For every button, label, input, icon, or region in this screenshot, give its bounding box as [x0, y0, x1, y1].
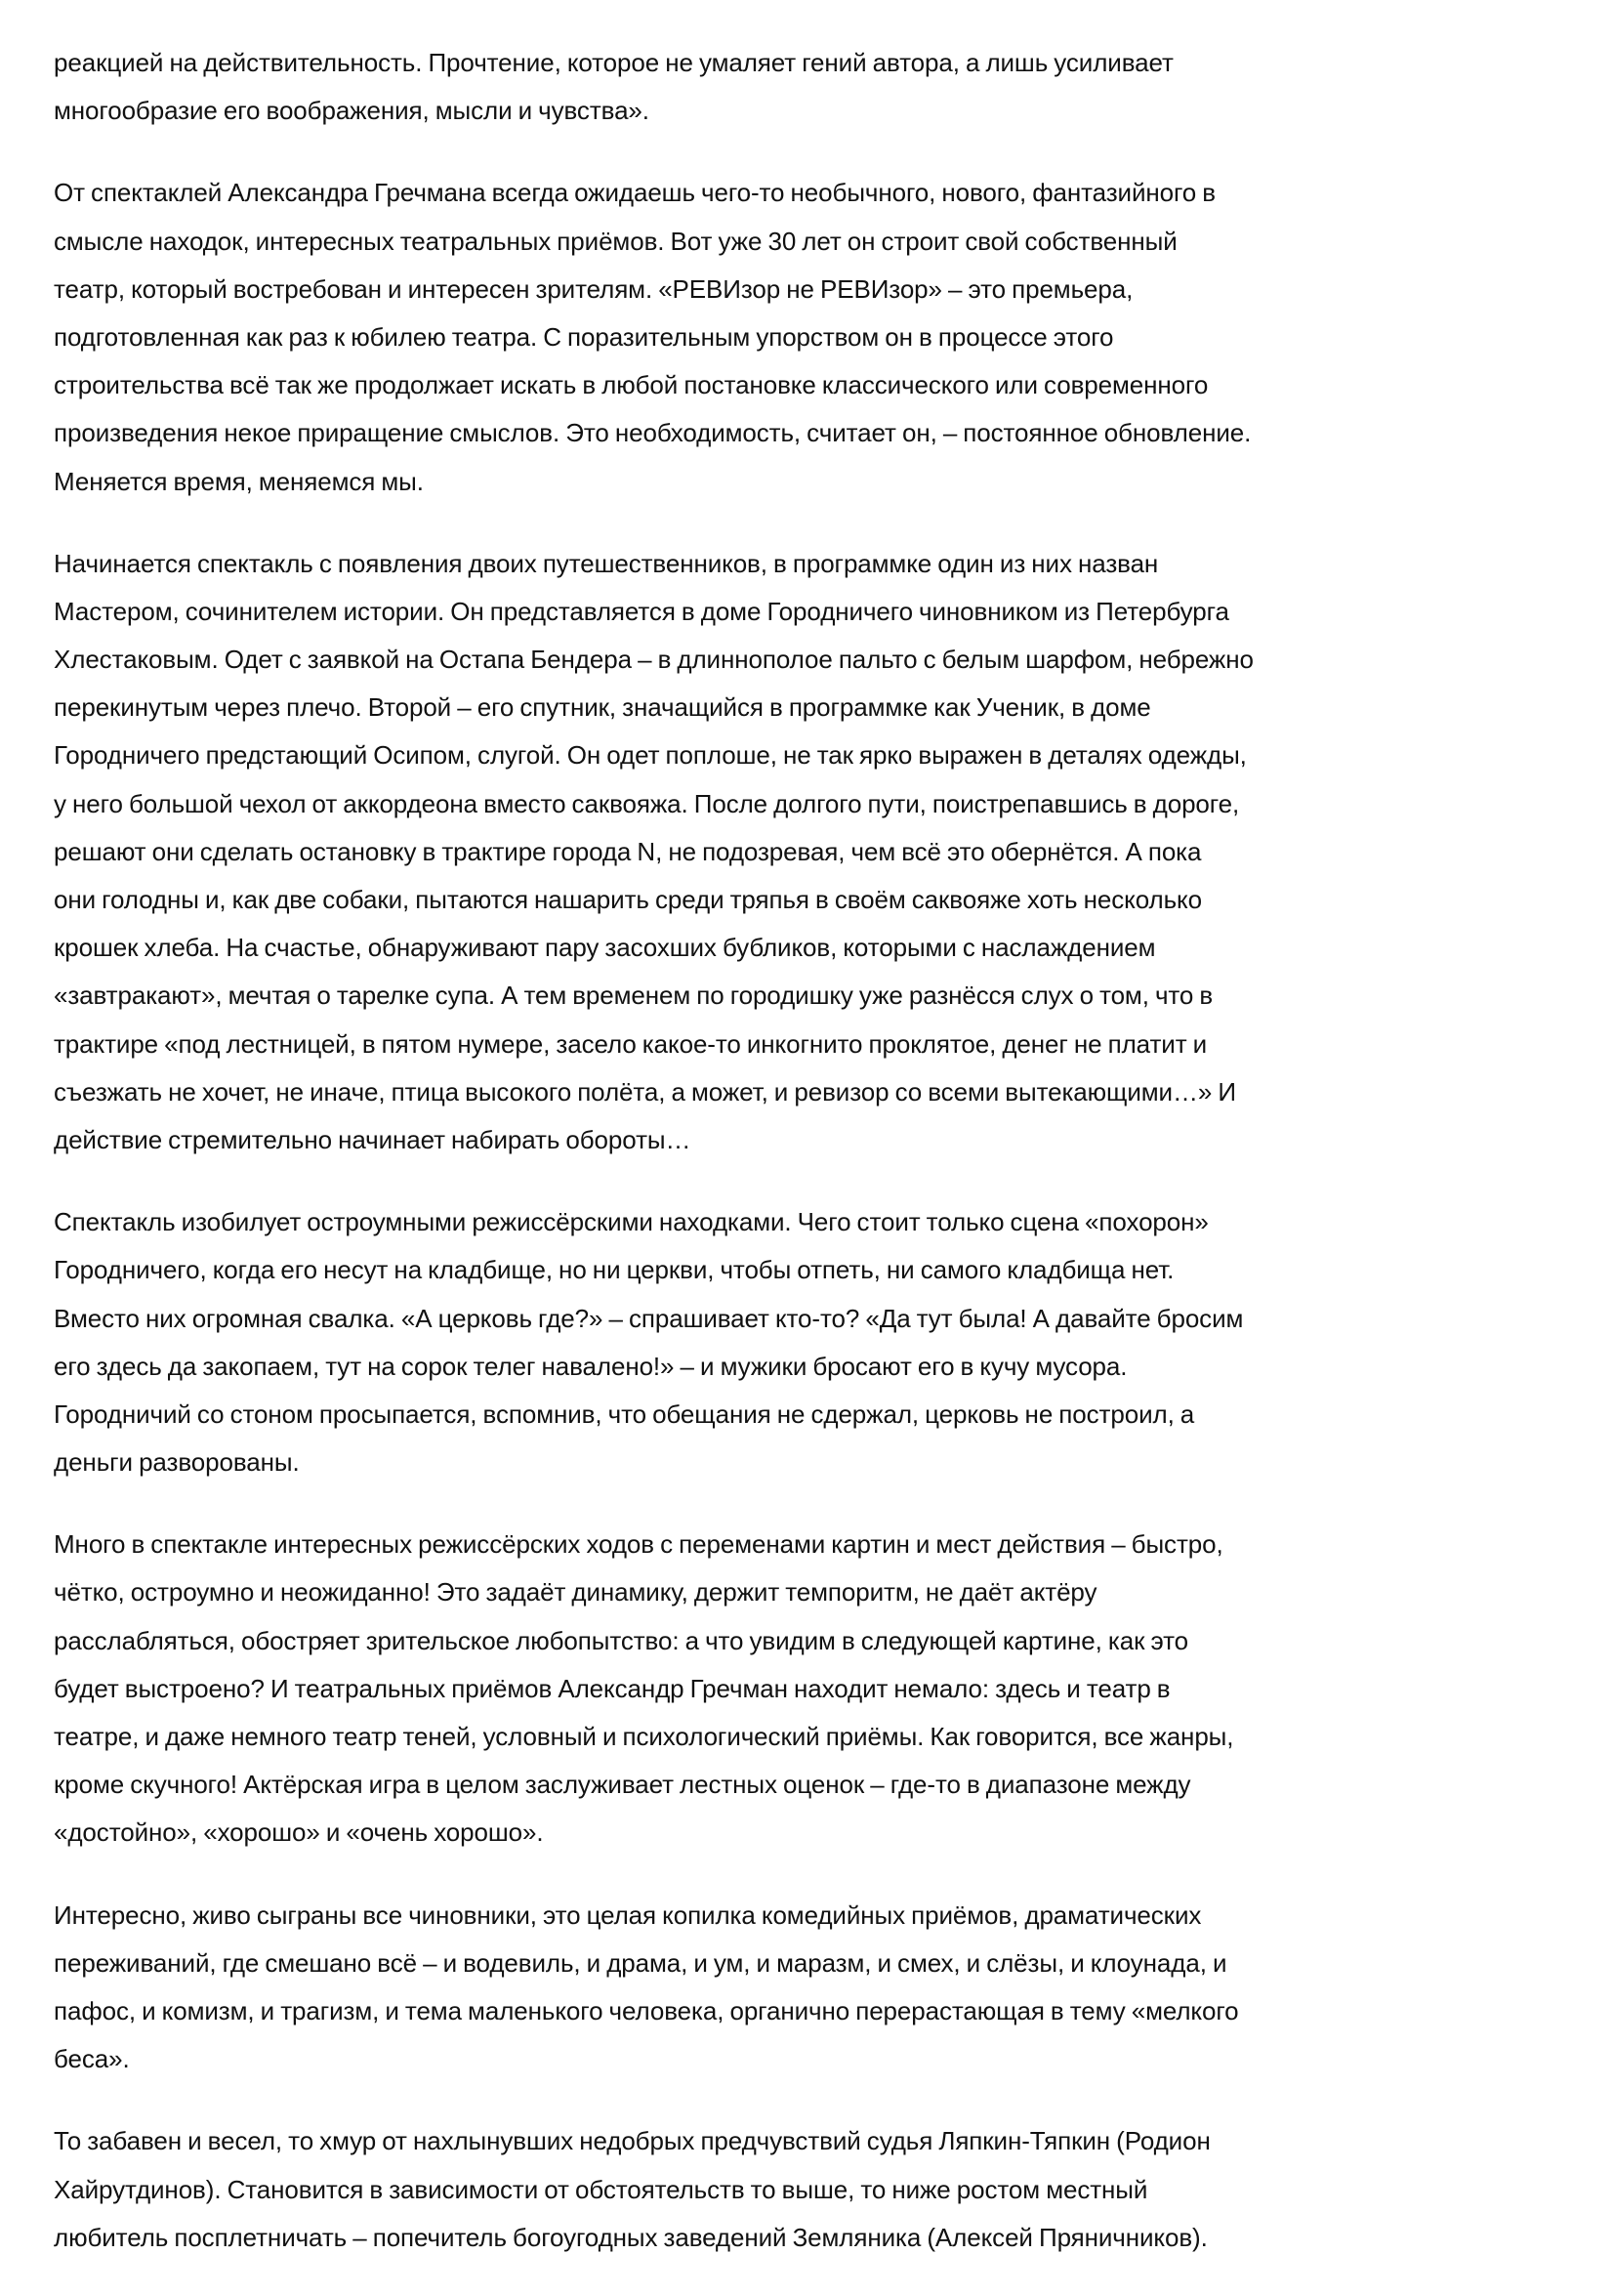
- text-line: подготовленная как раз к юбилею театра. С поразительным упорством он в процессе этого: [54, 321, 1114, 352]
- text-line: решают они сделать остановку в трактире города N, не подозревая, чем всё это обернётся. А пока: [54, 836, 1202, 866]
- text-line: То забавен и весел, то хмур от нахлынувших недобрых предчувствий судья Ляпкин-Тяпкин (Родион: [54, 2126, 1211, 2156]
- text-line: Городничий со стоном просыпается, вспомнив, что обещания не сдержал, церковь не построил, а: [54, 1398, 1195, 1429]
- text-line: расслабляться, обостряет зрительское любопытство: а что увидим в следующей картине, как это: [54, 1625, 1188, 1655]
- text-line: Городничего предстающий Осипом, слугой. Он одет поплоше, не так ярко выражен в деталях одежды,: [54, 740, 1247, 771]
- paragraph-6: [54, 1892, 1577, 2084]
- text-line: они голодны и, как две собаки, пытаются нашарить среди тряпья в своём саквояже хоть несколько: [54, 885, 1202, 914]
- text-line: Вместо них огромная свалка. «А церковь где?» – спрашивает кто-то? «Да тут была! А давайте бросим: [54, 1303, 1244, 1333]
- paragraph-4: [54, 1198, 1577, 1486]
- text-line: любитель посплетничать – попечитель богоугодных заведений Земляника (Алексей Пряничников).: [54, 2222, 1208, 2252]
- text-line: Интересно, живо сыграны все чиновники, это целая копилка комедийных приёмов, драматических: [54, 1899, 1202, 1930]
- text-line: «достойно», «хорошо» и «очень хорошо».: [54, 1817, 544, 1848]
- text-line: реакцией на действительность. Прочтение, которое не умаляет гений автора, а лишь усиливает: [54, 48, 1174, 77]
- text-line: театр, который востребован и интересен зрителям. «РЕВИзор не РЕВИзор» – это премьера,: [54, 273, 1134, 304]
- text-line: произведения некое приращение смыслов. Это необходимость, считает он, – постоянное обновление.: [54, 418, 1252, 448]
- text-line: перекинутым через плечо. Второй – его спутник, значащийся в программке как Ученик, в доме: [54, 692, 1151, 723]
- paragraph-2: [54, 169, 1577, 505]
- text-line: театре, и даже немного театр теней, условный и психологический приёмы. Как говорится, все жанры,: [54, 1722, 1234, 1751]
- text-line: Начинается спектакль с появления двоих путешественников, в программке один из них назван: [54, 548, 1159, 578]
- text-line: Мастером, сочинителем истории. Он представляется в доме Городничего чиновником из Петербурга: [54, 596, 1229, 626]
- text-line: Хлестаковым. Одет с заявкой на Остапа Бендера – в длиннополое пальто с белым шарфом, небрежно: [54, 645, 1254, 675]
- text-line: трактире «под лестницей, в пятом нумере, засело какое-то инкогнито проклятое, денег не платит и: [54, 1028, 1208, 1059]
- text-line: будет выстроено? И театральных приёмов Александр Гречман находит немало: здесь и театр в: [54, 1673, 1171, 1703]
- text-line: Спектакль изобилует остроумными режиссёрскими находками. Чего стоит только сцена «похорон»: [54, 1207, 1209, 1237]
- text-line: смысле находок, интересных театральных приёмов. Вот уже 30 лет он строит свой собственный: [54, 226, 1178, 256]
- text-line: «завтракают», мечтая о тарелке супа. А тем временем по городишку уже разнёсся слух о том, что в: [54, 981, 1214, 1011]
- text-line: крошек хлеба. На счастье, обнаруживают пару засохших бубликов, которыми с наслаждением: [54, 933, 1156, 963]
- paragraph-5: [54, 1521, 1577, 1857]
- text-line: пафос, и комизм, и трагизм, и тема маленького человека, органично перерастающая в тему «мелкого: [54, 1995, 1239, 2025]
- text-line: деньги разворованы.: [54, 1447, 300, 1478]
- text-line: От спектаклей Александра Гречмана всегда ожидаешь чего-то необычного, нового, фантазийного в: [54, 178, 1216, 208]
- text-line: строительства всё так же продолжает искать в любой постановке классического или современного: [54, 370, 1209, 400]
- text-line: чётко, остроумно и неожиданно! Это задаёт динамику, держит темпоритм, не даёт актёру: [54, 1577, 1097, 1607]
- paragraph-7: [54, 2117, 1577, 2262]
- text-line: кроме скучного! Актёрская игра в целом заслуживает лестных оценок – где-то в диапазоне между: [54, 1770, 1191, 1800]
- text-line: беса».: [54, 2044, 130, 2074]
- text-line: Городничего, когда его несут на кладбище, но ни церкви, чтобы отпеть, ни самого кладбища нет.: [54, 1255, 1175, 1285]
- document-page: [54, 39, 1577, 2296]
- text-line: у него большой чехол от аккордеона вместо саквояжа. После долгого пути, поистрепавшись в дороге,: [54, 788, 1240, 818]
- text-line: многообразие его воображения, мысли и чувства».: [54, 96, 649, 126]
- text-line: Хайрутдинов). Становится в зависимости от обстоятельств то выше, то ниже ростом местный: [54, 2174, 1148, 2204]
- text-line: съезжать не хочет, не иначе, птица высокого полёта, а может, и ревизор со всеми вытекающими…» И: [54, 1076, 1236, 1106]
- text-line: переживаний, где смешано всё – и водевиль, и драма, и ум, и маразм, и смех, и слёзы, и клоунада, и: [54, 1947, 1227, 1978]
- paragraph-1: [54, 39, 1577, 135]
- text-line: Много в спектакле интересных режиссёрских ходов с переменами картин и мест действия – быстро,: [54, 1529, 1223, 1560]
- paragraph-3: [54, 540, 1577, 1164]
- text-line: Меняется время, меняемся мы.: [54, 466, 424, 496]
- text-line: действие стремительно начинает набирать обороты…: [54, 1124, 691, 1154]
- text-line: его здесь да закопаем, тут на сорок телег навалено!» – и мужики бросают его в кучу мусора.: [54, 1351, 1128, 1381]
